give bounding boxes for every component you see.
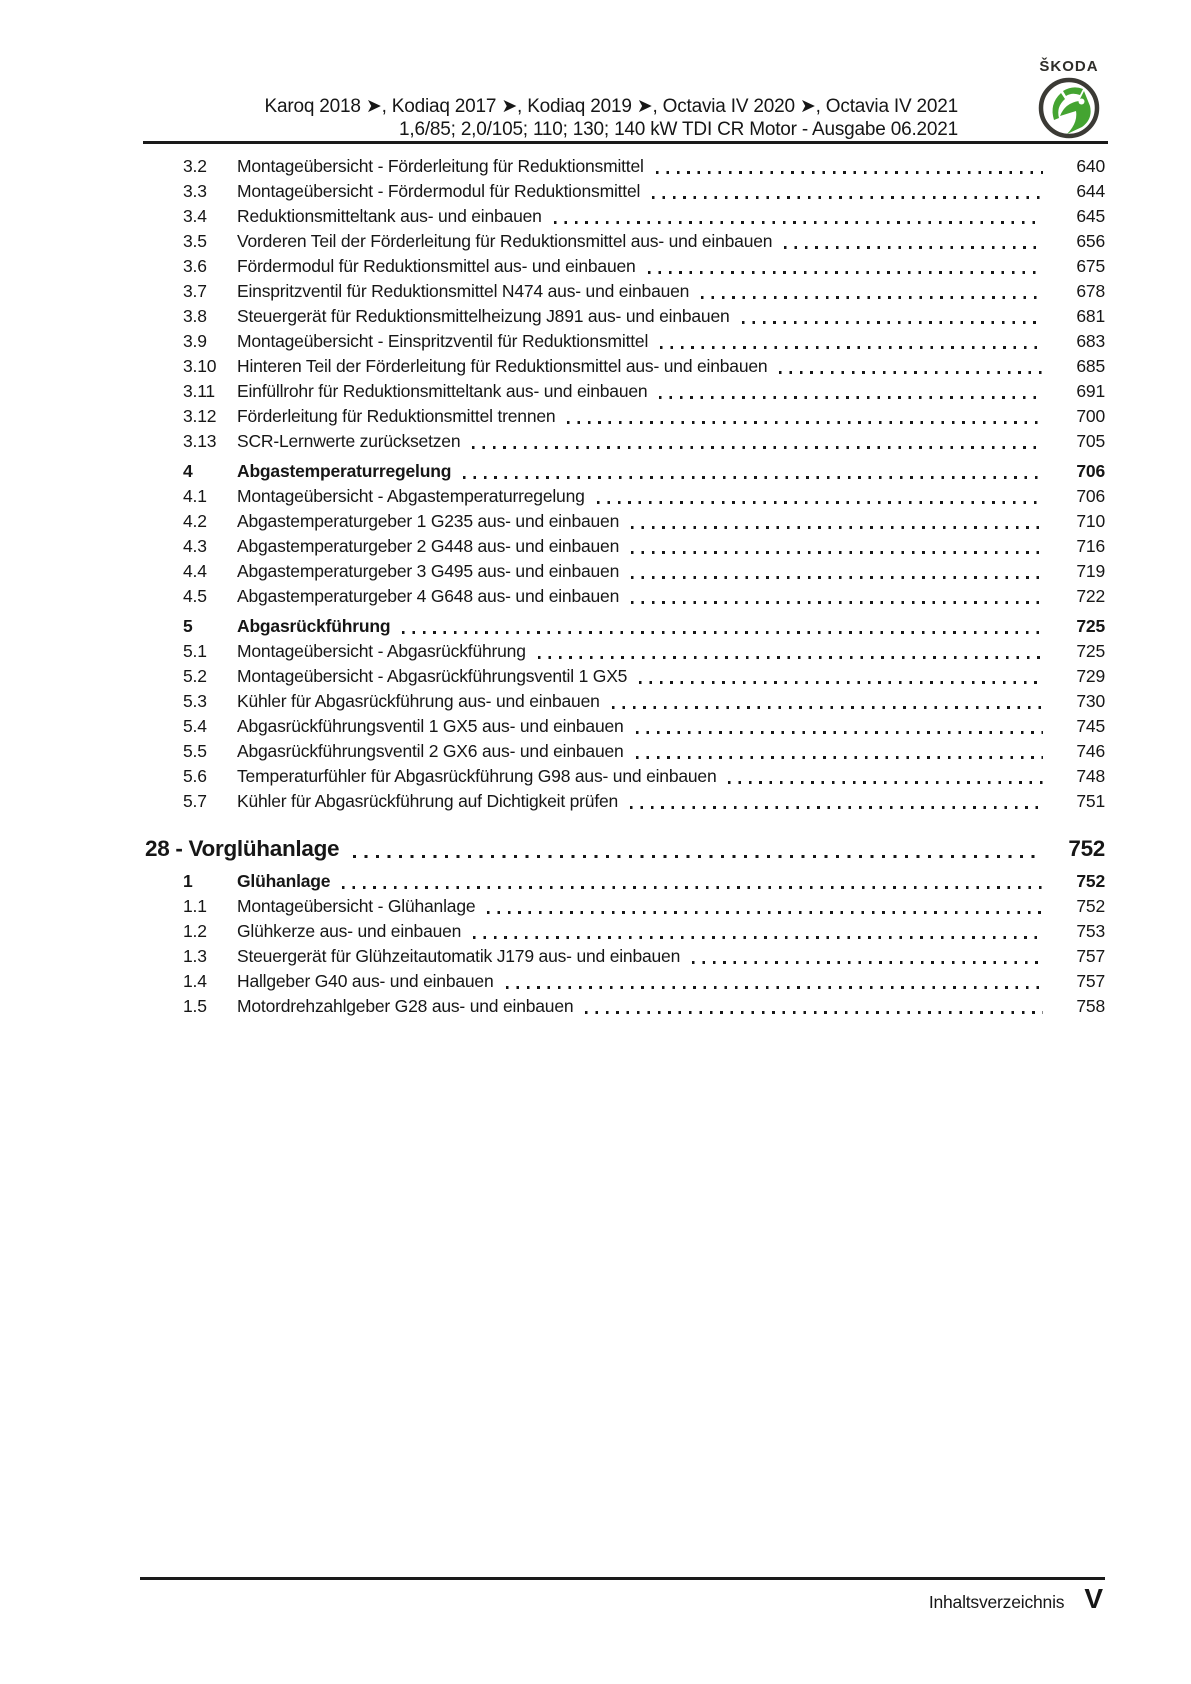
- toc-entry-title: Steuergerät für Reduktionsmittelheizung J891 aus- und einbauen: [237, 306, 730, 326]
- dot-leader: [402, 631, 1043, 634]
- toc-entry-page: 722: [1076, 586, 1105, 606]
- dot-leader: [742, 321, 1043, 324]
- toc-entry-page: 685: [1076, 356, 1105, 376]
- toc-entry-title: Montageübersicht - Abgasrückführungsventil 1 GX5: [237, 666, 628, 686]
- toc-entry: [0, 329, 1105, 354]
- toc-entry-title: Montageübersicht - Fördermodul für Reduktionsmittel: [237, 181, 641, 201]
- skoda-logo: [1030, 58, 1108, 140]
- toc-entry-number: 1.2: [183, 921, 207, 941]
- toc-entry-number: 5.3: [183, 691, 207, 711]
- page-footer: [929, 1583, 1103, 1615]
- toc-entry-page: 678: [1076, 281, 1105, 301]
- toc-entry-title: Abgasrückführung: [237, 616, 391, 636]
- toc-entry: [0, 304, 1105, 329]
- toc-entry-page: 719: [1076, 561, 1105, 581]
- toc-entry-number: 3.6: [183, 256, 207, 276]
- toc-entry: [0, 739, 1105, 764]
- header-engine-line: 1,6/85; 2,0/105; 110; 130; 140 kW TDI CR Motor - Ausgabe 06.2021: [399, 119, 958, 140]
- toc-entry-page: 752: [1076, 871, 1105, 891]
- toc-entry-title: Abgasrückführungsventil 1 GX5 aus- und einbauen: [237, 716, 624, 736]
- toc-entry-title: Fördermodul für Reduktionsmittel aus- und einbauen: [237, 256, 636, 276]
- toc-entry-page: 725: [1076, 616, 1105, 636]
- toc-entry: [0, 279, 1105, 304]
- toc-entry-page: 716: [1076, 536, 1105, 556]
- toc-entry-title: Einfüllrohr für Reduktionsmitteltank aus- und einbauen: [237, 381, 648, 401]
- toc-entry: [0, 354, 1105, 379]
- dot-leader: [538, 656, 1043, 659]
- dot-leader: [639, 681, 1043, 684]
- toc-entry-title: Temperaturfühler für Abgasrückführung G98 aus- und einbauen: [237, 766, 717, 786]
- toc-entry: [0, 969, 1105, 994]
- toc-entry-page: 752: [1068, 836, 1105, 861]
- toc-entry: [0, 254, 1105, 279]
- dot-leader: [656, 171, 1043, 174]
- dot-leader: [779, 371, 1043, 374]
- toc-entry-number: 3.10: [183, 356, 217, 376]
- toc-entry-number: 4.3: [183, 536, 207, 556]
- toc-entry-title: Abgastemperaturgeber 3 G495 aus- und einbauen: [237, 561, 620, 581]
- toc-entry-title: Montageübersicht - Abgastemperaturregelung: [237, 486, 585, 506]
- toc-entry-title: SCR-Lernwerte zurücksetzen: [237, 431, 461, 451]
- dot-leader: [631, 601, 1043, 604]
- dot-leader: [660, 346, 1043, 349]
- toc-entry-number: 5.2: [183, 666, 207, 686]
- toc-entry: [0, 639, 1105, 664]
- toc-entry-page: 681: [1076, 306, 1105, 326]
- dot-leader: [659, 396, 1043, 399]
- dot-leader: [554, 221, 1043, 224]
- toc-entry-page: 710: [1076, 511, 1105, 531]
- toc-entry-title: Steuergerät für Glühzeitautomatik J179 aus- und einbauen: [237, 946, 681, 966]
- dot-leader: [463, 476, 1043, 479]
- toc-entry-number: 5.6: [183, 766, 207, 786]
- toc-entry: [0, 789, 1105, 814]
- toc-entry: [0, 404, 1105, 429]
- toc-entry-page: 644: [1076, 181, 1105, 201]
- skoda-winged-arrow-icon: [1037, 76, 1101, 140]
- toc-entry-number: 4: [183, 461, 193, 481]
- toc-entry-title: Abgastemperaturgeber 2 G448 aus- und einbauen: [237, 536, 620, 556]
- toc-entry: [0, 584, 1105, 609]
- dot-leader: [353, 855, 1035, 858]
- dot-leader: [631, 551, 1043, 554]
- toc-entry: [0, 179, 1105, 204]
- toc-entry-number: 1.5: [183, 996, 207, 1016]
- toc-entry-title: Reduktionsmitteltank aus- und einbauen: [237, 206, 542, 226]
- toc-entry: [0, 154, 1105, 179]
- toc-entry-title: Einspritzventil für Reduktionsmittel N474 aus- und einbauen: [237, 281, 690, 301]
- toc-entry-page: 757: [1076, 971, 1105, 991]
- toc-entry-number: 3.12: [183, 406, 217, 426]
- toc-entry: [0, 919, 1105, 944]
- toc-entry-number: 3.5: [183, 231, 207, 251]
- toc-entry: [0, 764, 1105, 789]
- toc-entry-title: Hallgeber G40 aus- und einbauen: [237, 971, 494, 991]
- toc-entry-number: 1: [183, 871, 193, 891]
- toc-entry: [0, 944, 1105, 969]
- toc-entry-number: 3.7: [183, 281, 207, 301]
- dot-leader: [472, 446, 1043, 449]
- toc-entry: [0, 714, 1105, 739]
- dot-leader: [701, 296, 1043, 299]
- toc-entry-number: 3.4: [183, 206, 207, 226]
- dot-leader: [567, 421, 1043, 424]
- dot-leader: [636, 731, 1043, 734]
- toc-entry-title: Montageübersicht - Glühanlage: [237, 896, 476, 916]
- toc-entry: [0, 834, 1105, 864]
- toc-entry-number: 3.8: [183, 306, 207, 326]
- toc-entry-page: 675: [1076, 256, 1105, 276]
- toc-entry-title: Kühler für Abgasrückführung auf Dichtigkeit prüfen: [237, 791, 619, 811]
- toc-entry: [0, 204, 1105, 229]
- toc-entry-number: 5.4: [183, 716, 207, 736]
- dot-leader: [784, 246, 1043, 249]
- toc-entry-page: 705: [1076, 431, 1105, 451]
- toc-entry: [0, 509, 1105, 534]
- toc-entry-title: Kühler für Abgasrückführung aus- und einbauen: [237, 691, 600, 711]
- toc-entry-number: 4.5: [183, 586, 207, 606]
- toc-entry-title: 28 - Vorglühanlage: [145, 836, 340, 861]
- dot-leader: [487, 911, 1043, 914]
- toc-entry-page: 656: [1076, 231, 1105, 251]
- footer-rule: [140, 1577, 1105, 1580]
- toc-entry-number: 3.9: [183, 331, 207, 351]
- toc-entry-page: 758: [1076, 996, 1105, 1016]
- dot-leader: [648, 271, 1043, 274]
- toc-entry: [0, 869, 1105, 894]
- dot-leader: [728, 781, 1043, 784]
- dot-leader: [506, 986, 1044, 989]
- toc-entry: [0, 614, 1105, 639]
- toc-entry-number: 5.7: [183, 791, 207, 811]
- toc-entry-number: 3.3: [183, 181, 207, 201]
- toc-entry-number: 3.11: [183, 381, 215, 401]
- dot-leader: [652, 196, 1043, 199]
- toc-entry-number: 1.3: [183, 946, 207, 966]
- toc-entry: [0, 229, 1105, 254]
- toc-entry-page: 751: [1076, 791, 1105, 811]
- toc-entry-number: 4.1: [183, 486, 207, 506]
- toc-entry-title: Abgasrückführungsventil 2 GX6 aus- und einbauen: [237, 741, 624, 761]
- toc-entry-title: Glühkerze aus- und einbauen: [237, 921, 462, 941]
- toc-entry: [0, 994, 1105, 1019]
- toc-entry-number: 5.1: [183, 641, 207, 661]
- toc-entry-page: 645: [1076, 206, 1105, 226]
- toc-entry-page: 745: [1076, 716, 1105, 736]
- toc-entry-title: Vorderen Teil der Förderleitung für Reduktionsmittel aus- und einbauen: [237, 231, 773, 251]
- toc-entry-number: 1.4: [183, 971, 207, 991]
- toc-entry-page: 725: [1076, 641, 1105, 661]
- toc-entry: [0, 459, 1105, 484]
- dot-leader: [692, 961, 1043, 964]
- dot-leader: [342, 886, 1043, 889]
- dot-leader: [630, 806, 1043, 809]
- toc-entry-page: 706: [1076, 461, 1105, 481]
- toc-entry-number: 3.13: [183, 431, 217, 451]
- toc-entry-number: 5.5: [183, 741, 207, 761]
- toc-entry: [0, 534, 1105, 559]
- dot-leader: [597, 501, 1043, 504]
- toc-entry-title: Hinteren Teil der Förderleitung für Reduktionsmittel aus- und einbauen: [237, 356, 768, 376]
- toc-entry-number: 1.1: [183, 896, 207, 916]
- toc-entry-title: Montageübersicht - Förderleitung für Reduktionsmittel: [237, 156, 644, 176]
- toc-entry-title: Abgastemperaturgeber 4 G648 aus- und einbauen: [237, 586, 620, 606]
- toc-entry: [0, 379, 1105, 404]
- toc-entry: [0, 664, 1105, 689]
- toc-entry-title: Montageübersicht - Einspritzventil für Reduktionsmittel: [237, 331, 649, 351]
- dot-leader: [636, 756, 1043, 759]
- toc-entry-page: 691: [1076, 381, 1105, 401]
- page-header: [265, 95, 958, 141]
- footer-label: Inhaltsverzeichnis: [928, 1592, 1065, 1612]
- toc-entry-title: Montageübersicht - Abgasrückführung: [237, 641, 526, 661]
- toc-entry-page: 757: [1076, 946, 1105, 966]
- toc-entry-page: 730: [1076, 691, 1105, 711]
- toc-entry-page: 752: [1076, 896, 1105, 916]
- toc-entry-page: 706: [1076, 486, 1105, 506]
- toc-entry: [0, 689, 1105, 714]
- toc-entry-page: 700: [1076, 406, 1105, 426]
- toc-entry-number: 3.2: [183, 156, 207, 176]
- toc-entry-page: 683: [1076, 331, 1105, 351]
- toc-entry: [0, 484, 1105, 509]
- toc-entry: [0, 429, 1105, 454]
- header-rule: [143, 141, 1108, 144]
- footer-page-number: V: [1084, 1583, 1103, 1614]
- toc-entry: [0, 894, 1105, 919]
- toc-entry-page: 746: [1076, 741, 1105, 761]
- dot-leader: [473, 936, 1043, 939]
- toc-entry-title: Abgastemperaturgeber 1 G235 aus- und einbauen: [237, 511, 620, 531]
- toc-entry-number: 4.2: [183, 511, 207, 531]
- toc-entry-title: Abgastemperaturregelung: [237, 461, 452, 481]
- toc-entry-number: 5: [183, 616, 193, 636]
- toc-list: [0, 154, 1105, 1019]
- dot-leader: [585, 1011, 1043, 1014]
- toc-entry-page: 748: [1076, 766, 1105, 786]
- toc-entry-page: 753: [1076, 921, 1105, 941]
- skoda-wordmark: ŠKODA: [1039, 58, 1099, 75]
- toc-entry-number: 4.4: [183, 561, 207, 581]
- toc-entry-title: Motordrehzahlgeber G28 aus- und einbauen: [237, 996, 574, 1016]
- header-models-line: Karoq 2018 ➤, Kodiaq 2017 ➤, Kodiaq 2019 ➤, Octavia IV 2020 ➤, Octavia IV 2021: [264, 96, 958, 117]
- toc-entry-page: 729: [1076, 666, 1105, 686]
- toc-entry-title: Förderleitung für Reduktionsmittel trennen: [237, 406, 556, 426]
- toc-entry-title: Glühanlage: [237, 871, 331, 891]
- dot-leader: [631, 576, 1043, 579]
- dot-leader: [631, 526, 1043, 529]
- toc-entry-page: 640: [1076, 156, 1105, 176]
- toc-entry: [0, 559, 1105, 584]
- dot-leader: [612, 706, 1043, 709]
